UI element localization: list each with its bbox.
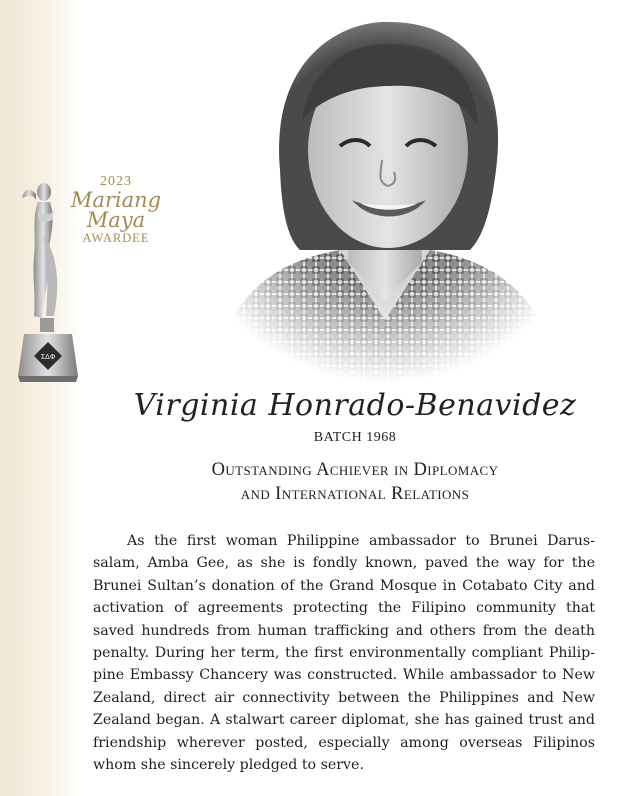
bio-line: saved hundreds from human trafficking and others from the death [93, 622, 595, 639]
award-name-line1: Mariang [70, 188, 162, 212]
bio-line: pine Embassy Chancery was constructed. While ambassador to New [93, 667, 595, 684]
bio-line: Zealand began. A stalwart career diplomat, she has gained trust and [93, 712, 595, 729]
award-category [100, 458, 610, 506]
award-label [56, 174, 176, 246]
award-year: 2023 [100, 174, 132, 189]
bio-line: penalty. During her term, the first environmentally compliant Philip- [93, 645, 595, 662]
bio-line: As the first woman Philippine ambassador to Brunei Darus- [127, 533, 595, 549]
award-title: AWARDEE [82, 231, 150, 245]
bio-line: activation of agreements protecting the Filipino community that [93, 600, 595, 617]
left-decorative-strip [0, 0, 82, 796]
awardee-batch: BATCH 1968 [313, 430, 397, 445]
awardee-name: Virginia Honrado-Benavidez [133, 388, 577, 423]
bio-line: Zealand, direct air connectivity between the Philippines and New [93, 689, 595, 706]
trophy-emblem-text: ΣΔΦ [40, 353, 56, 361]
bio-line: Brunei Sultan’s donation of the Grand Mosque in Cotabato City and [93, 577, 595, 594]
awardee-portrait-photo [190, 0, 580, 395]
award-name-line2: Maya [86, 208, 146, 232]
biography-paragraph [93, 530, 595, 776]
award-category-line2: and International Relations [240, 484, 470, 504]
award-category-line1: Outstanding Achiever in Diplomacy [211, 460, 499, 480]
bio-line: friendship wherever posted, especially among overseas Filipinos [93, 734, 595, 751]
bio-line: whom she sincerely pledged to serve. [93, 757, 364, 774]
bio-line: salam, Amba Gee, as she is fondly known, paved the way for the [93, 555, 595, 572]
